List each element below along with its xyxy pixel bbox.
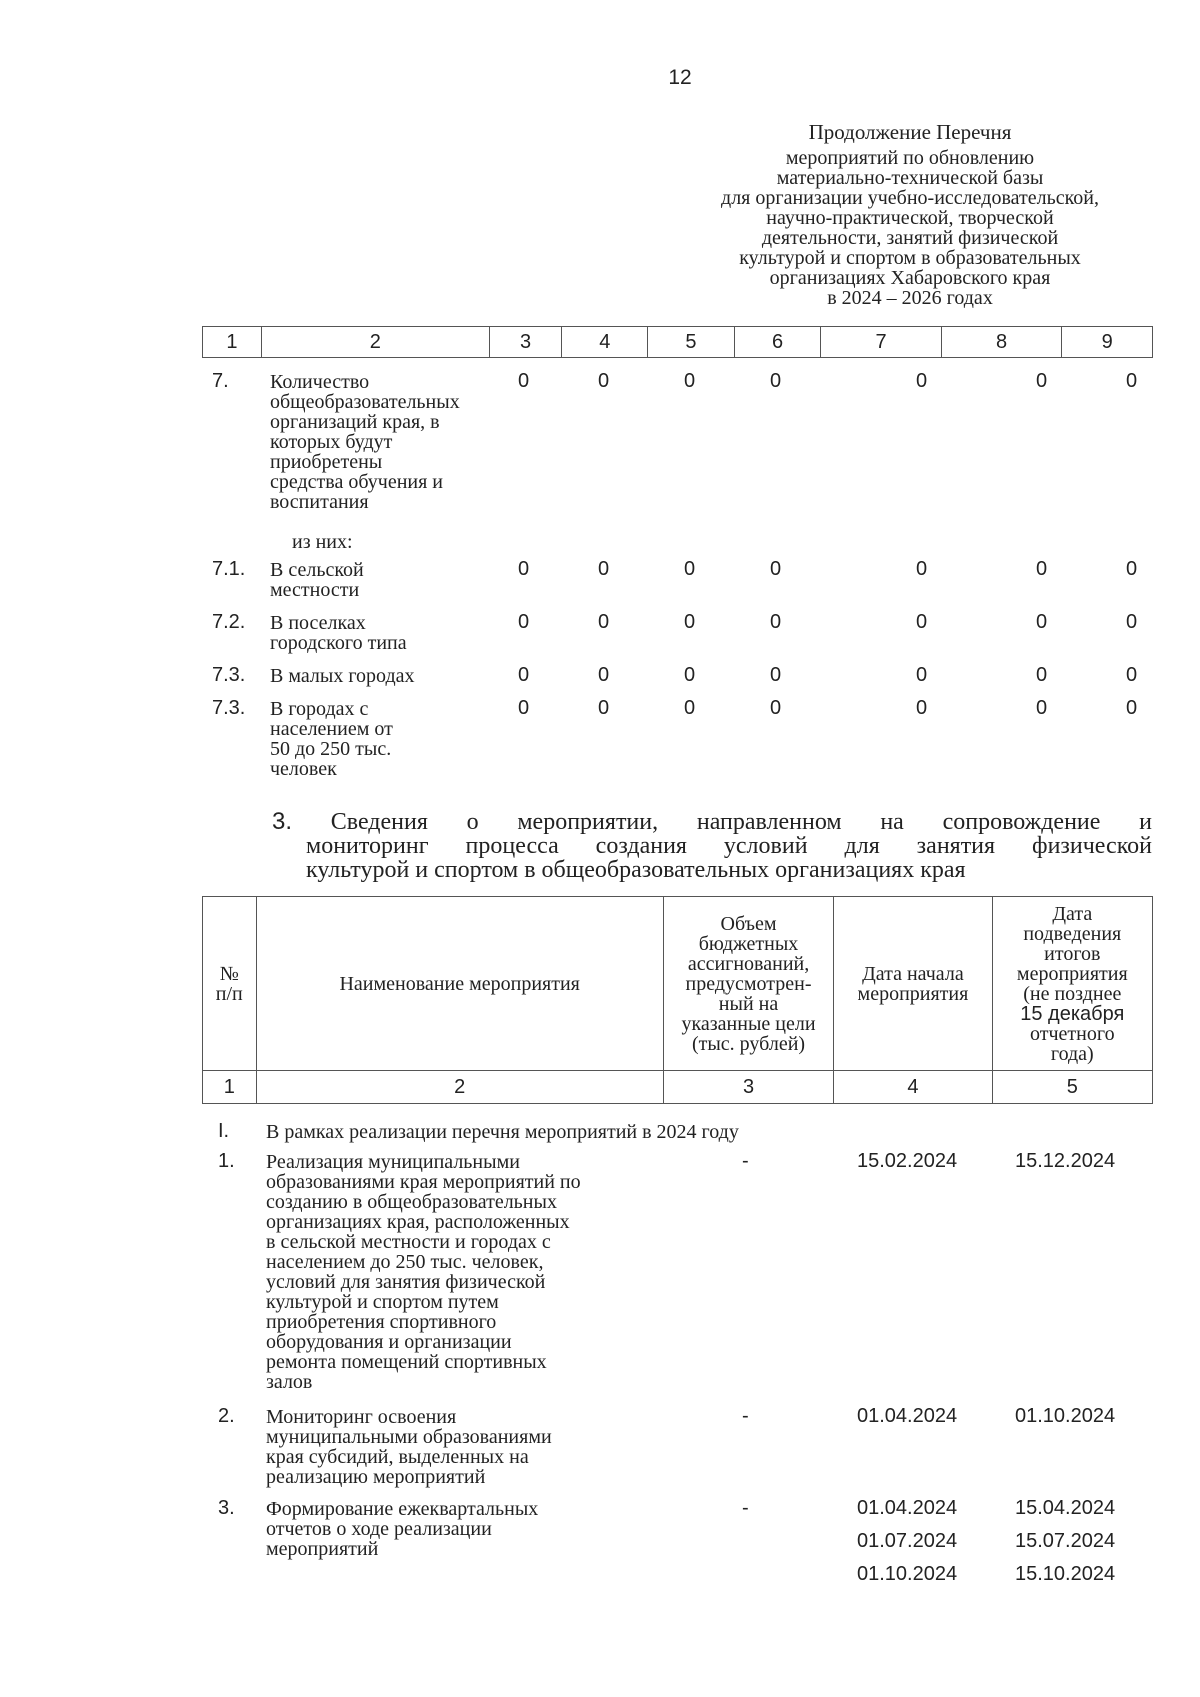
table2-end-date: 15.10.2024 xyxy=(1015,1563,1116,1585)
continuation-subtitle xyxy=(660,148,1160,308)
table1-value-cell: 0 xyxy=(770,697,782,719)
table2-row-number: 2. xyxy=(218,1405,235,1427)
section3-title-line: культурой и спортом в общеобразовательных организациях края xyxy=(306,857,966,883)
table1-value-cell: 0 xyxy=(916,697,928,719)
table1-value-cell: 0 xyxy=(1036,664,1048,686)
table1-value-cell: 0 xyxy=(598,558,610,580)
header-line: мероприятия xyxy=(1016,962,1128,985)
subtitle-line: организациях Хабаровского края xyxy=(769,267,1051,289)
table1-row-label xyxy=(270,666,415,686)
label-line: условий для занятия физической xyxy=(266,1271,546,1293)
label-line: культурой и спортом путем xyxy=(266,1291,499,1313)
table1-row-number: 7.2. xyxy=(212,611,246,633)
table2-index-cell: 1 xyxy=(203,1071,257,1104)
label-line: организациях края, расположенных xyxy=(266,1211,570,1233)
label-line: Мониторинг освоения xyxy=(266,1406,457,1428)
table1-value-cell: 0 xyxy=(770,611,782,633)
table1-value-cell: 0 xyxy=(1126,664,1138,686)
label-line: муниципальными образованиями xyxy=(266,1426,552,1448)
header-line: мероприятия xyxy=(857,982,969,1005)
table1-value-cell: 0 xyxy=(1036,558,1048,580)
table1-row-number: 7.1. xyxy=(212,558,246,580)
table1-value-cell: 0 xyxy=(1036,370,1048,392)
table2-header xyxy=(202,896,1153,1104)
table2-row-number: 3. xyxy=(218,1497,235,1519)
label-line: В городах с xyxy=(270,698,369,720)
table1-col-header: 6 xyxy=(734,327,821,358)
col-result-header xyxy=(992,897,1152,1071)
label-line: Формирование ежеквартальных xyxy=(266,1498,539,1520)
label-line: залов xyxy=(266,1371,313,1393)
subtitle-line: материально-технической базы xyxy=(776,167,1044,189)
section3-title-line: мониторинг процесса создания условий для занятия физической xyxy=(306,833,1152,859)
header-line: отчетного xyxy=(1030,1022,1115,1045)
header-line: указанные цели xyxy=(681,1012,816,1035)
label-line: 50 до 250 тыс. xyxy=(270,738,392,760)
header-line: подведения xyxy=(1023,922,1122,945)
table2-budget-cell: - xyxy=(742,1405,749,1427)
header-line: 15 декабря xyxy=(1020,1002,1125,1025)
table2-row-number: 1. xyxy=(218,1150,235,1172)
label-line: в сельской местности и городах с xyxy=(266,1231,551,1253)
label-line: края субсидий, выделенных на xyxy=(266,1446,529,1468)
label-line: местности xyxy=(270,579,360,601)
subtitle-line: в 2024 – 2026 годах xyxy=(827,287,993,309)
col-name-header: Наименование мероприятия xyxy=(256,897,663,1071)
table2-index-cell: 5 xyxy=(992,1071,1152,1104)
table1-header xyxy=(202,326,1153,358)
header-line: № xyxy=(219,962,239,985)
table1-value-cell: 0 xyxy=(684,697,696,719)
header-line: (тыс. рублей) xyxy=(691,1032,806,1055)
label-line: В поселках xyxy=(270,612,366,634)
table1-value-cell: 0 xyxy=(1126,611,1138,633)
table1-col-header: 5 xyxy=(648,327,735,358)
col-num-header xyxy=(203,897,257,1071)
table2-row-label xyxy=(266,1152,581,1392)
table1-value-cell: 0 xyxy=(916,558,928,580)
label-line: Количество xyxy=(270,371,370,393)
table1-value-cell: 0 xyxy=(1036,611,1048,633)
header-line: (не позднее xyxy=(1023,982,1122,1005)
table2-end-date: 15.12.2024 xyxy=(1015,1150,1116,1172)
header-line: бюджетных xyxy=(698,932,799,955)
table2-start-date: 01.04.2024 xyxy=(857,1405,958,1427)
header-line: года) xyxy=(1050,1042,1094,1065)
table1-col-header: 1 xyxy=(203,327,262,358)
table1-value-cell: 0 xyxy=(518,697,530,719)
group-label: В рамках реализации перечня мероприятий в 2024 году xyxy=(266,1121,739,1143)
header-line: итогов xyxy=(1044,942,1101,965)
label-line: городского типа xyxy=(270,632,407,654)
label-line: мероприятий xyxy=(266,1538,379,1560)
table1-col-header: 9 xyxy=(1062,327,1153,358)
subtitle-line: культурой и спортом в образовательных xyxy=(739,247,1081,269)
header-line: ассигнований, xyxy=(687,952,810,975)
table2-start-date: 01.07.2024 xyxy=(857,1530,958,1552)
table1-row-label xyxy=(270,560,364,600)
table1-row-label xyxy=(270,372,460,512)
label-line: реализацию мероприятий xyxy=(266,1466,486,1488)
table1-value-cell: 0 xyxy=(1126,558,1138,580)
table1-col-header: 3 xyxy=(489,327,562,358)
continuation-title: Продолжение Перечня xyxy=(808,120,1012,144)
table1-value-cell: 0 xyxy=(770,558,782,580)
table2-end-date: 15.04.2024 xyxy=(1015,1497,1116,1519)
table1-value-cell: 0 xyxy=(916,370,928,392)
label-line: населением до 250 тыс. человек, xyxy=(266,1251,544,1273)
label-line: общеобразовательных xyxy=(270,391,460,413)
section3-title xyxy=(272,810,1152,882)
header-line: Объем xyxy=(720,912,777,935)
section3-title-line: Сведения о мероприятии, направленном на сопровождение и xyxy=(330,809,1153,835)
group-number: I. xyxy=(218,1120,230,1142)
table1-value-cell: 0 xyxy=(518,664,530,686)
table1-value-cell: 0 xyxy=(518,611,530,633)
table1-value-cell: 0 xyxy=(770,370,782,392)
table1-value-cell: 0 xyxy=(916,611,928,633)
label-line: воспитания xyxy=(270,491,369,513)
label-line: из них: xyxy=(292,531,353,553)
table1-value-cell: 0 xyxy=(684,370,696,392)
header-line: Дата xyxy=(1052,902,1093,925)
label-line: которых будут xyxy=(270,431,393,453)
label-line: отчетов о ходе реализации xyxy=(266,1518,492,1540)
table1-value-cell: 0 xyxy=(684,558,696,580)
page-number: 12 xyxy=(668,66,692,89)
table1-row-number: 7.3. xyxy=(212,664,246,686)
table1-value-cell: 0 xyxy=(598,664,610,686)
table1-row-label xyxy=(270,699,393,779)
table1-col-header: 4 xyxy=(562,327,648,358)
label-line: Реализация муниципальными xyxy=(266,1151,520,1173)
header-line: п/п xyxy=(215,982,243,1005)
header-line: Дата начала xyxy=(862,962,964,985)
table1-value-cell: 0 xyxy=(916,664,928,686)
table1-value-cell: 0 xyxy=(1126,370,1138,392)
subtitle-line: для организации учебно-исследовательской, xyxy=(721,187,1099,209)
table1-row-number: 7. xyxy=(212,370,229,392)
subtitle-line: научно-практической, творческой xyxy=(766,207,1054,229)
table1-row-number: 7.3. xyxy=(212,697,246,719)
label-line: организаций края, в xyxy=(270,411,440,433)
col-start-header xyxy=(834,897,992,1071)
label-line: созданию в общеобразовательных xyxy=(266,1191,557,1213)
label-line: В сельской xyxy=(270,559,364,581)
table2-row-label xyxy=(266,1499,538,1559)
label-line: приобретены xyxy=(270,451,383,473)
label-line: населением от xyxy=(270,718,393,740)
label-line: человек xyxy=(270,758,337,780)
header-line: предусмотрен- xyxy=(685,972,812,995)
table1-value-cell: 0 xyxy=(1036,697,1048,719)
section3-number: 3. xyxy=(272,808,293,835)
subtitle-line: мероприятий по обновлению xyxy=(785,147,1035,169)
table1-col-header: 8 xyxy=(941,327,1061,358)
table1-value-cell: 0 xyxy=(684,664,696,686)
label-line: образованиями края мероприятий по xyxy=(266,1171,581,1193)
table2-index-cell: 2 xyxy=(256,1071,663,1104)
table2-end-date: 15.07.2024 xyxy=(1015,1530,1116,1552)
col-budget-header xyxy=(663,897,833,1071)
table2-index-cell: 4 xyxy=(834,1071,992,1104)
label-line: оборудования и организации xyxy=(266,1331,512,1353)
label-line: В малых городах xyxy=(270,665,415,687)
table2-budget-cell: - xyxy=(742,1497,749,1519)
table1-value-cell: 0 xyxy=(518,558,530,580)
table2-start-date: 01.10.2024 xyxy=(857,1563,958,1585)
table1-value-cell: 0 xyxy=(770,664,782,686)
table2-budget-cell: - xyxy=(742,1150,749,1172)
table1-col-header: 7 xyxy=(821,327,941,358)
table1-value-cell: 0 xyxy=(598,697,610,719)
table1-row-label xyxy=(270,613,407,653)
table2-start-date: 01.04.2024 xyxy=(857,1497,958,1519)
table1-col-header: 2 xyxy=(261,327,489,358)
table2-row-label xyxy=(266,1407,552,1487)
label-line: приобретения спортивного xyxy=(266,1311,497,1333)
label-line: средства обучения и xyxy=(270,471,443,493)
table2-end-date: 01.10.2024 xyxy=(1015,1405,1116,1427)
table1-value-cell: 0 xyxy=(598,370,610,392)
table1-value-cell: 0 xyxy=(598,611,610,633)
table1-value-cell: 0 xyxy=(1126,697,1138,719)
label-line: ремонта помещений спортивных xyxy=(266,1351,547,1373)
header-line: ный на xyxy=(718,992,779,1015)
subtitle-line: деятельности, занятий физической xyxy=(761,227,1059,249)
table2-start-date: 15.02.2024 xyxy=(857,1150,958,1172)
table1-value-cell: 0 xyxy=(518,370,530,392)
table1-value-cell: 0 xyxy=(684,611,696,633)
table1-row-label xyxy=(292,532,353,552)
table2-index-cell: 3 xyxy=(663,1071,833,1104)
